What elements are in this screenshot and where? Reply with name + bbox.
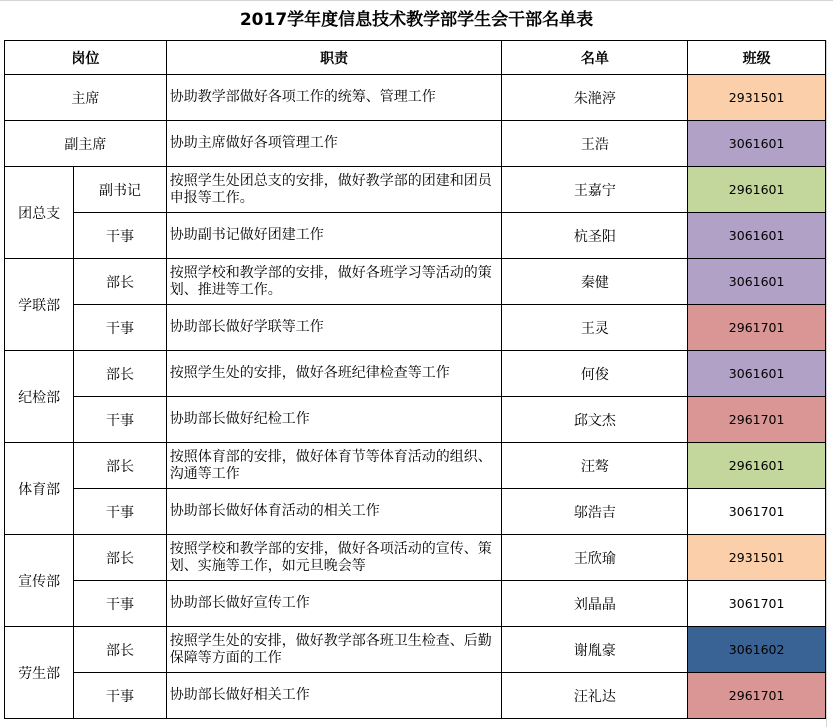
header-position[interactable]: 岗位 [5, 41, 167, 75]
class-cell[interactable]: 2961601 [688, 167, 826, 213]
table-row [5, 305, 826, 351]
name-cell[interactable]: 邱文杰 [502, 397, 688, 443]
cadre-roster-table [4, 40, 826, 719]
table-row [5, 581, 826, 627]
role-cell[interactable]: 部长 [74, 535, 166, 581]
name-cell[interactable]: 邬浩吉 [502, 489, 688, 535]
table-row [5, 627, 826, 673]
class-cell[interactable]: 3061601 [688, 351, 826, 397]
name-cell[interactable]: 王灵 [502, 305, 688, 351]
sheet-gridline [826, 40, 827, 727]
dept-cell[interactable]: 学联部 [5, 259, 74, 351]
name-cell[interactable]: 杭圣阳 [502, 213, 688, 259]
table-row [5, 443, 826, 489]
table-row [5, 75, 826, 121]
duty-cell[interactable]: 按照学校和教学部的安排，做好各项活动的宣传、策划、实施等工作，如元旦晚会等 [166, 535, 502, 581]
class-cell[interactable]: 3061602 [688, 627, 826, 673]
name-cell[interactable]: 王嘉宁 [502, 167, 688, 213]
name-cell[interactable]: 何俊 [502, 351, 688, 397]
class-cell[interactable]: 2961701 [688, 397, 826, 443]
role-cell[interactable]: 干事 [74, 673, 166, 719]
role-cell[interactable]: 副书记 [74, 167, 166, 213]
table-row [5, 673, 826, 719]
table-row [5, 167, 826, 213]
duty-cell[interactable]: 协助部长做好体育活动的相关工作 [166, 489, 502, 535]
dept-cell[interactable]: 团总支 [5, 167, 74, 259]
duty-cell[interactable]: 按照学校和教学部的安排，做好各班学习等活动的策划、推进等工作。 [166, 259, 502, 305]
name-cell[interactable]: 秦健 [502, 259, 688, 305]
duty-cell[interactable]: 按照学生处的安排，做好各班纪律检查等工作 [166, 351, 502, 397]
header-class[interactable]: 班级 [688, 41, 826, 75]
name-cell[interactable]: 谢胤豪 [502, 627, 688, 673]
duty-cell[interactable]: 按照体育部的安排，做好体育节等体育活动的组织、沟通等工作 [166, 443, 502, 489]
duty-cell[interactable]: 协助部长做好纪检工作 [166, 397, 502, 443]
class-cell[interactable]: 2961701 [688, 305, 826, 351]
name-cell[interactable]: 汪礼达 [502, 673, 688, 719]
role-cell[interactable]: 干事 [74, 213, 166, 259]
class-cell[interactable]: 2931501 [688, 75, 826, 121]
table-row [5, 259, 826, 305]
table-row [5, 535, 826, 581]
dept-cell[interactable]: 副主席 [5, 121, 167, 167]
class-cell[interactable]: 2931501 [688, 535, 826, 581]
dept-cell[interactable]: 主席 [5, 75, 167, 121]
duty-cell[interactable]: 协助副书记做好团建工作 [166, 213, 502, 259]
duty-cell[interactable]: 协助部长做好宣传工作 [166, 581, 502, 627]
duty-cell[interactable]: 按照学生处的安排，做好教学部各班卫生检查、后勤保障等方面的工作 [166, 627, 502, 673]
role-cell[interactable]: 部长 [74, 443, 166, 489]
header-name[interactable]: 名单 [502, 41, 688, 75]
duty-cell[interactable]: 协助部长做好学联等工作 [166, 305, 502, 351]
duty-cell[interactable]: 协助主席做好各项管理工作 [166, 121, 502, 167]
duty-cell[interactable]: 协助部长做好相关工作 [166, 673, 502, 719]
table-row [5, 121, 826, 167]
role-cell[interactable]: 干事 [74, 305, 166, 351]
role-cell[interactable]: 干事 [74, 489, 166, 535]
role-cell[interactable]: 部长 [74, 351, 166, 397]
dept-cell[interactable]: 体育部 [5, 443, 74, 535]
sheet-title: 2017学年度信息技术教学部学生会干部名单表 [239, 10, 594, 30]
name-cell[interactable]: 刘晶晶 [502, 581, 688, 627]
role-cell[interactable]: 部长 [74, 627, 166, 673]
duty-cell[interactable]: 协助教学部做好各项工作的统筹、管理工作 [166, 75, 502, 121]
table-row [5, 213, 826, 259]
name-cell[interactable]: 汪骜 [502, 443, 688, 489]
role-cell[interactable]: 干事 [74, 581, 166, 627]
class-cell[interactable]: 3061601 [688, 259, 826, 305]
table-row [5, 489, 826, 535]
dept-cell[interactable]: 劳生部 [5, 627, 74, 719]
class-cell[interactable]: 2961701 [688, 673, 826, 719]
dept-cell[interactable]: 纪检部 [5, 351, 74, 443]
header-duty[interactable]: 职责 [166, 41, 502, 75]
class-cell[interactable]: 2961601 [688, 443, 826, 489]
name-cell[interactable]: 王欣瑜 [502, 535, 688, 581]
duty-cell[interactable]: 按照学生处团总支的安排，做好教学部的团建和团员申报等工作。 [166, 167, 502, 213]
name-cell[interactable]: 朱滟渟 [502, 75, 688, 121]
class-cell[interactable]: 3061601 [688, 121, 826, 167]
table-row [5, 397, 826, 443]
name-cell[interactable]: 王浩 [502, 121, 688, 167]
class-cell[interactable]: 3061601 [688, 213, 826, 259]
role-cell[interactable]: 部长 [74, 259, 166, 305]
table-row [5, 351, 826, 397]
role-cell[interactable]: 干事 [74, 397, 166, 443]
class-cell[interactable]: 3061701 [688, 489, 826, 535]
class-cell[interactable]: 3061701 [688, 581, 826, 627]
dept-cell[interactable]: 宣传部 [5, 535, 74, 627]
